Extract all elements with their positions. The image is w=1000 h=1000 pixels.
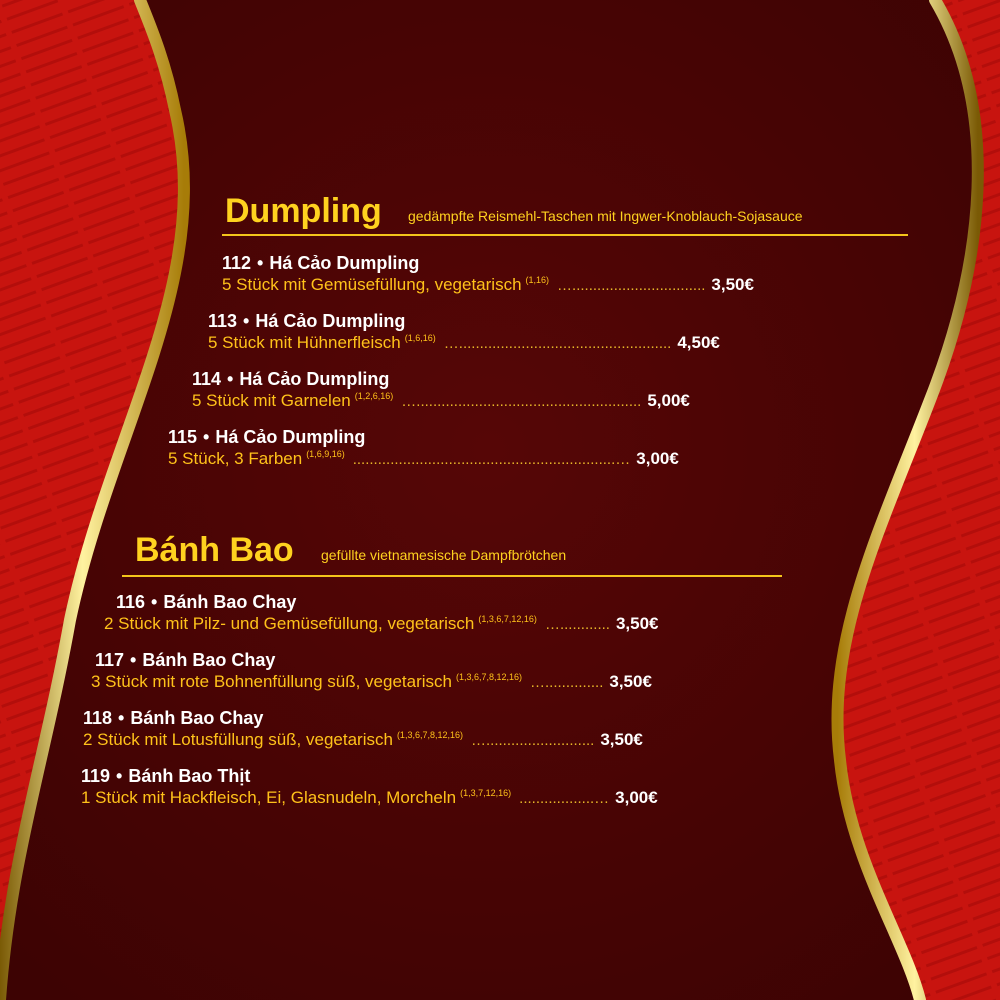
item-header	[104, 591, 659, 613]
dot-leader: …..........................	[470, 732, 595, 749]
allergen-codes: (1,3,6,7,8,12,16)	[455, 672, 523, 682]
item-header	[208, 310, 720, 332]
menu-item-117	[91, 649, 652, 695]
menu-item-119	[81, 765, 658, 811]
item-price: 3,00€	[636, 449, 679, 468]
section-divider	[222, 234, 908, 236]
section-title-banh-bao: Bánh Bao	[135, 531, 294, 569]
item-name: Há Cảo Dumpling	[255, 311, 406, 331]
item-description: 3 Stück mit rote Bohnenfüllung süß, vegetarisch	[91, 672, 452, 691]
item-price: 4,50€	[677, 333, 720, 352]
item-number: 113	[208, 311, 238, 331]
item-description-line	[81, 787, 658, 811]
item-price: 3,50€	[609, 672, 652, 691]
dot-leader: …......................................................	[401, 393, 642, 410]
allergen-codes: (1,3,7,12,16)	[460, 788, 512, 798]
item-description: 2 Stück mit Pilz- und Gemüsefüllung, vegetarisch	[104, 614, 475, 633]
item-name: Bánh Bao Chay	[130, 708, 264, 728]
bullet: •	[227, 369, 234, 389]
item-description-line	[192, 390, 690, 414]
dot-leader: …............	[544, 616, 610, 633]
item-description: 5 Stück mit Garnelen	[192, 391, 351, 410]
section-divider	[122, 575, 782, 577]
item-number: 116	[116, 592, 146, 612]
item-name: Bánh Bao Chay	[163, 592, 297, 612]
bullet: •	[203, 427, 210, 447]
dot-leader: …..............	[530, 674, 604, 691]
menu-item-118	[83, 707, 643, 753]
bullet: •	[116, 766, 123, 786]
item-name: Há Cảo Dumpling	[239, 369, 390, 389]
item-name: Bánh Bao Thịt	[128, 766, 251, 786]
item-name: Bánh Bao Chay	[142, 650, 276, 670]
section-subtitle-banh-bao: gefüllte vietnamesische Dampfbrötchen	[321, 547, 567, 563]
item-header	[192, 368, 690, 390]
bullet: •	[151, 592, 158, 612]
item-number: 115	[168, 427, 198, 447]
item-number: 118	[83, 708, 113, 728]
item-description: 2 Stück mit Lotusfüllung süß, vegetarisch	[83, 730, 393, 749]
item-description: 5 Stück mit Gemüsefüllung, vegetarisch	[222, 275, 522, 294]
section-subtitle-dumpling: gedämpfte Reismehl-Taschen mit Ingwer-Knoblauch-Sojasauce	[408, 208, 803, 224]
item-description-line	[222, 274, 754, 298]
dot-leader: ..................…	[519, 790, 610, 807]
item-header	[91, 649, 652, 671]
item-name: Há Cảo Dumpling	[269, 253, 420, 273]
item-header	[81, 765, 658, 787]
item-number: 114	[192, 369, 222, 389]
item-description-line	[168, 448, 679, 472]
item-price: 3,50€	[711, 275, 754, 294]
bullet: •	[118, 708, 125, 728]
item-number: 112	[222, 253, 252, 273]
item-description-line	[83, 729, 643, 753]
allergen-codes: (1,3,6,7,12,16)	[478, 614, 537, 624]
menu-item-113	[208, 310, 720, 356]
item-description-line	[208, 332, 720, 356]
allergen-codes: (1,3,6,7,8,12,16)	[396, 730, 463, 740]
menu-item-116	[104, 591, 659, 637]
allergen-codes: (1,6,9,16)	[306, 449, 345, 459]
menu-item-115	[168, 426, 679, 472]
item-price: 3,50€	[615, 614, 659, 633]
item-description-line	[104, 613, 659, 637]
section-title-dumpling: Dumpling	[225, 192, 382, 230]
item-price: 5,00€	[647, 391, 690, 410]
item-price: 3,00€	[615, 788, 658, 807]
menu-item-112	[222, 252, 754, 298]
menu-item-114	[192, 368, 690, 414]
allergen-codes: (1,2,6,16)	[354, 391, 394, 401]
item-header	[83, 707, 643, 729]
bullet: •	[130, 650, 137, 670]
item-number: 119	[81, 766, 111, 786]
item-description: 5 Stück, 3 Farben	[168, 449, 303, 468]
item-header	[222, 252, 754, 274]
dot-leader: ...............................................................…	[352, 451, 631, 468]
dot-leader: …................................	[557, 277, 706, 294]
allergen-codes: (1,6,16)	[404, 333, 436, 343]
item-description: 1 Stück mit Hackfleisch, Ei, Glasnudeln, Morcheln	[81, 788, 457, 807]
bullet: •	[257, 253, 264, 273]
bullet: •	[243, 311, 250, 331]
item-header	[168, 426, 679, 448]
item-description: 5 Stück mit Hühnerfleisch	[208, 333, 401, 352]
item-price: 3,50€	[600, 730, 643, 749]
item-description-line	[91, 671, 652, 695]
dot-leader: …...................................................	[443, 335, 672, 352]
item-number: 117	[95, 650, 125, 670]
allergen-codes: (1,16)	[525, 275, 550, 285]
item-name: Há Cảo Dumpling	[215, 427, 366, 447]
